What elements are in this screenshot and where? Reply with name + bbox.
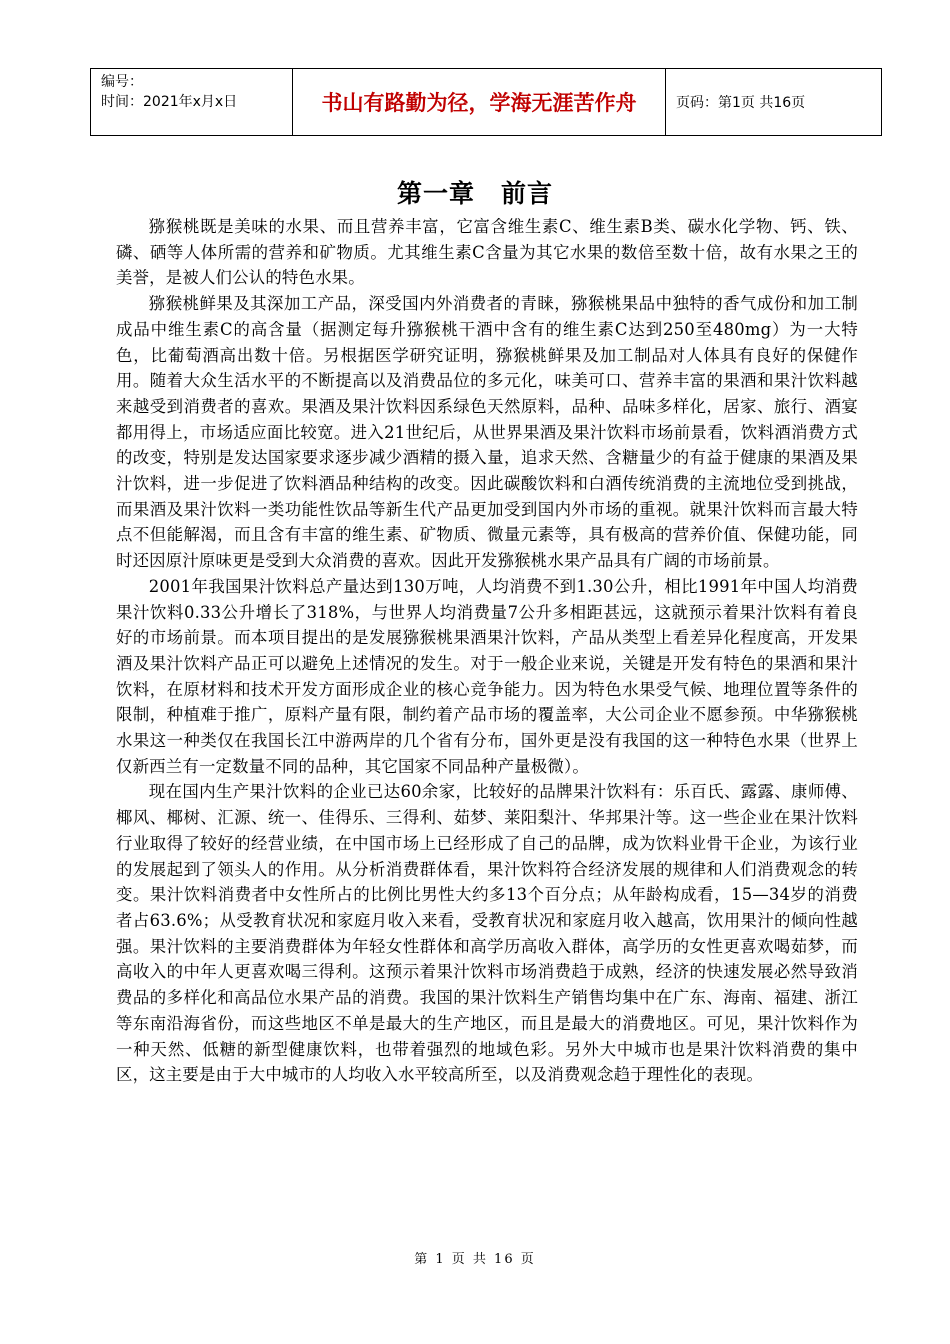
body-paragraph-4: 现在国内生产果汁饮料的企业已达60余家，比较好的品牌果汁饮料有：乐百氏、露露、康师傅、椰风、椰树、汇源、统一、佳得乐、三得利、茹梦、莱阳梨汁、华邦果汁等。这一些企业在果汁饮料行业取得了较好的经营业绩，在中国市场上已经形成了自己的品牌，成为饮料业骨干企业，为该行业的发展起到了领头人的作用。从分析消费群体看，果汁饮料符合经济发展的规律和人们消费观念的转变。果汁饮料消费者中女性所占的比例比男性大约多13个百分点；从年龄构成看，15—34岁的消费者占63.6%；从受教育状况和家庭月收入来看，受教育状况和家庭月收入越高，饮用果汁的倾向性越强。果汁饮料的主要消费群体为年轻女性群体和高学历高收入群体，高学历的女性更喜欢喝茹梦，而高收入的中年人更喜欢喝三得利。这预示着果汁饮料市场消费趋于成熟，经济的快速发展必然导致消费品的多样化和高品位水果产品的消费。我国的果汁饮料生产销售均集中在广东、海南、福建、浙江等东南沿海省份，而这些地区不单是最大的生产地区，而且是最大的消费地区。可见，果汁饮料作为一种天然、低糖的新型健康饮料，也带着强烈的地域色彩。另外大中城市也是果汁饮料消费的集中区，这主要是由于大中城市的人均收入水平较高所至，以及消费观念趋于理性化的表现。 — [116, 782, 858, 1085]
header-meta-cell — [91, 69, 293, 135]
body-paragraph-3: 2001年我国果汁饮料总产量达到130万吨，人均消费不到1.30公升，相比1991年中国人均消费果汁饮料0.33公升增长了318%，与世界人均消费量7公升多相距甚远，这就预示着果汁饮料有着良好的市场前景。而本项目提出的是发展猕猴桃果酒果汁饮料，产品从类型上看差异化程度高，开发果酒及果汁饮料产品正可以避免上述情况的发生。对于一般企业来说，关键是开发有特色的果酒和果汁饮料，在原材料和技术开发方面形成企业的核心竞争能力。因为特色水果受气候、地理位置等条件的限制，种植难于推广，原料产量有限，制约着产品市场的覆盖率，大公司企业不愿参预。中华猕猴桃水果这一种类仅在我国长江中游两岸的几个省有分布，国外更是没有我国的这一种特色水果（世界上仅新西兰有一定数量不同的品种，其它国家不同品种产量极微）。 — [116, 576, 858, 776]
header-page-info: 页码：第1页 共16页 — [676, 95, 806, 111]
page-header-table — [90, 68, 882, 136]
body-paragraph-2: 猕猴桃鲜果及其深加工产品，深受国内外消费者的青睐，猕猴桃果品中独特的香气成份和加工制成品中维生素C的高含量（据测定每升猕猴桃干酒中含有的维生素C达到250至480mg）为一大特色，比葡萄酒高出数十倍。另根据医学研究证明，猕猴桃鲜果及加工制品对人体具有良好的保健作用。随着大众生活水平的不断提高以及消费品位的多元化，味美可口、营养丰富的果酒和果汁饮料越来越受到消费者的喜欢。果酒及果汁饮料因系绿色天然原料，品种、品味多样化，居家、旅行、酒宴都用得上，市场适应面比较宽。进入21世纪后，从世界果酒及果汁饮料市场前景看，饮料酒消费方式的改变，特别是发达国家要求逐步减少酒精的摄入量，追求天然、含糖量少的有益于健康的果酒及果汁饮料，进一步促进了饮料酒品种结构的改变。因此碳酸饮料和白酒传统消费的主流地位受到挑战，而果酒及果汁饮料一类功能性饮品等新生代产品更加受到国内外市场的重视。就果汁饮料而言最大特点不但能解渴，而且含有丰富的维生素、矿物质、微量元素等，具有极高的营养价值、保健功能，同时还因原汁原味更是受到大众消费的喜欢。因此开发猕猴桃水果产品具有广阔的市场前景。 — [116, 294, 858, 571]
document-body — [116, 214, 858, 1088]
body-paragraph-1: 猕猴桃既是美味的水果、而且营养丰富，它富含维生素C、维生素B类、碳水化学物、钙、铁、磷、硒等人体所需的营养和矿物质。尤其维生素C含量为其它水果的数倍至数十倍，故有水果之王的美誉，是被人们公认的特色水果。 — [116, 217, 858, 288]
header-motto: 书山有路勤为径，学海无涯苦作舟 — [293, 69, 666, 135]
date-label: 时间：2021年x月x日 — [101, 94, 238, 110]
page-footer: 第 1 页 共 16 页 — [414, 1252, 536, 1267]
serial-number-label: 编号： — [101, 74, 143, 90]
chapter-title: 第一章 前言 — [396, 179, 553, 208]
